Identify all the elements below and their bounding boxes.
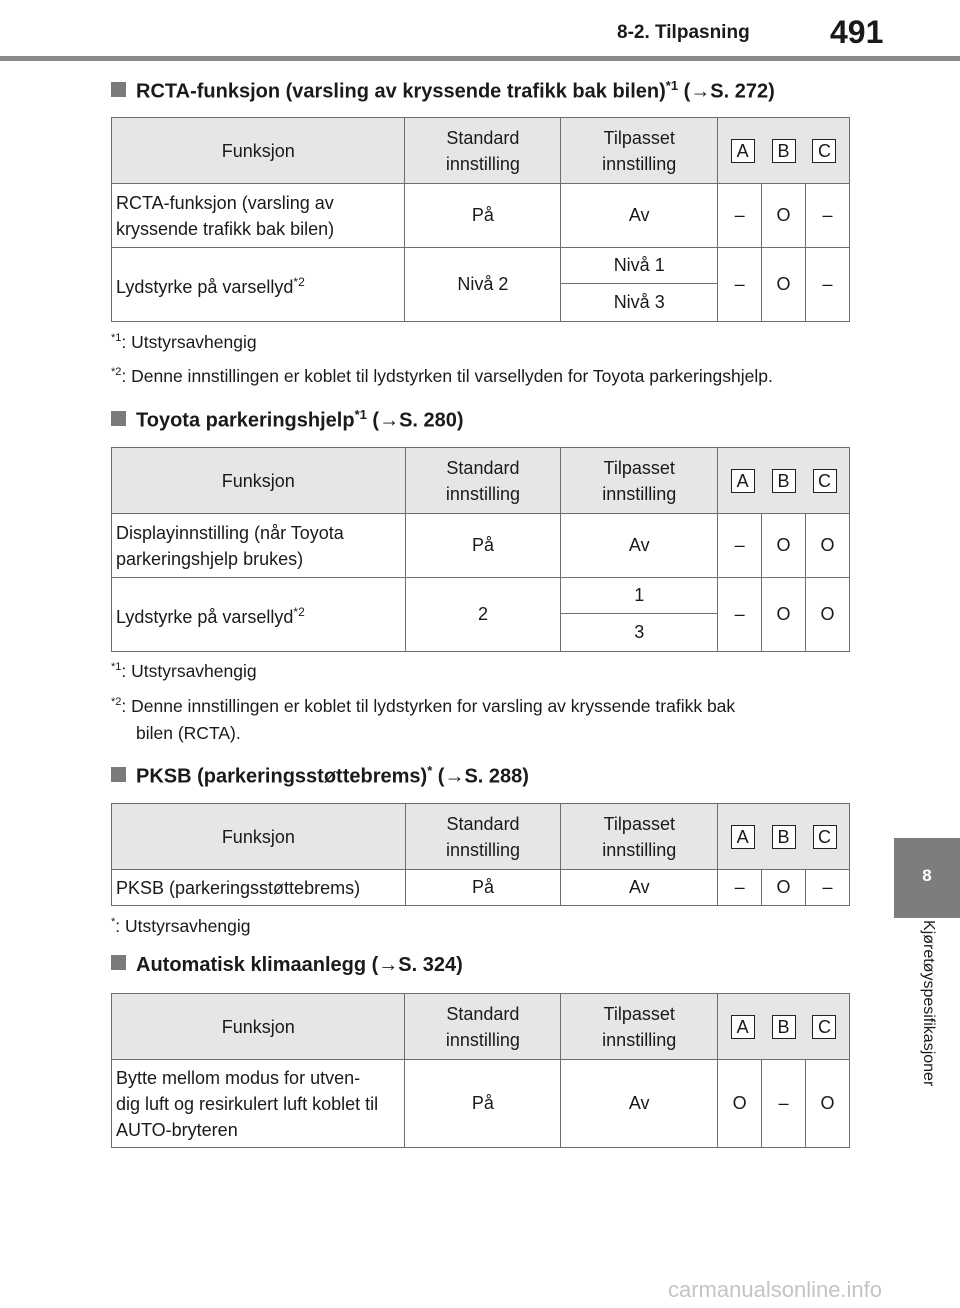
- cell-b: –: [762, 1060, 806, 1148]
- footnote: $^{*2}$: Denne innstillingen er koblet til lydstyrken for varsling av kryssende trafikk bak: [111, 696, 736, 716]
- col-header-abc: [718, 994, 850, 1060]
- chapter-number: 8: [922, 866, 932, 885]
- table-row: [112, 578, 850, 614]
- section-header: 8-2. Tilpasning: [617, 22, 750, 43]
- cell-custom: Av: [561, 1060, 718, 1148]
- page-number: 491: [830, 14, 884, 50]
- chapter-title: Kjøretøyspesifikasjoner: [920, 920, 937, 1087]
- col-header-abc: [718, 804, 850, 870]
- cell-function: Lydstyrke på varsellyd$^{*2}$: [112, 578, 406, 652]
- col-header-custom: Tilpasset innstilling: [561, 994, 718, 1060]
- table-row: [112, 184, 850, 248]
- col-header-function: Funksjon: [112, 994, 405, 1060]
- table-row: [112, 514, 850, 578]
- header-rule: [0, 56, 960, 61]
- cell-default: På: [405, 1060, 561, 1148]
- watermark: carmanualsonline.info: [668, 1277, 883, 1302]
- cell-c: –: [806, 184, 850, 248]
- cell-b: O: [762, 870, 806, 906]
- cell-function: Bytte mellom modus for utven- dig luft og resirkulert luft koblet til AUTO-bryteren: [112, 1060, 405, 1148]
- cell-c: O: [806, 578, 850, 652]
- cell-c: –: [806, 870, 850, 906]
- option-a-box: A: [731, 139, 755, 163]
- table-header-row: [112, 448, 850, 514]
- cell-custom: Av: [561, 870, 718, 906]
- cell-b: O: [762, 248, 806, 322]
- cell-a: –: [718, 514, 762, 578]
- col-header-default: Standard innstilling: [405, 118, 561, 184]
- cell-a: –: [718, 578, 762, 652]
- cell-custom: Nivå 1: [561, 248, 718, 284]
- footnote: *: Utstyrsavhengig: [111, 916, 251, 936]
- option-b-box: B: [772, 1015, 796, 1039]
- col-header-function: Funksjon: [112, 448, 406, 514]
- col-header-default: Standard innstilling: [405, 448, 561, 514]
- cell-function: Displayinnstilling (når Toyota parkeringshjelp brukes): [112, 514, 406, 578]
- cell-custom: 1: [561, 578, 718, 614]
- col-header-custom: Tilpasset innstilling: [561, 118, 718, 184]
- section-title-parking-aid: Toyota parkeringshjelp$^{*1}$ (→S. 280): [111, 407, 464, 433]
- option-b-box: B: [772, 825, 796, 849]
- cell-a: –: [718, 248, 762, 322]
- table-header-row: [112, 804, 850, 870]
- col-header-default: Standard innstilling: [405, 804, 561, 870]
- square-bullet-icon: [111, 767, 126, 782]
- cell-b: O: [762, 578, 806, 652]
- table-pksb: [111, 803, 850, 906]
- cell-default: På: [405, 184, 561, 248]
- cell-a: O: [718, 1060, 762, 1148]
- cell-default: På: [405, 514, 561, 578]
- cell-function: PKSB (parkeringsstøttebrems): [112, 870, 406, 906]
- option-b-box: B: [772, 139, 796, 163]
- cell-custom: Av: [561, 184, 718, 248]
- col-header-default: Standard innstilling: [405, 994, 561, 1060]
- cell-b: O: [762, 184, 806, 248]
- square-bullet-icon: [111, 411, 126, 426]
- cell-default: På: [405, 870, 561, 906]
- cell-c: O: [806, 514, 850, 578]
- col-header-custom: Tilpasset innstilling: [561, 804, 718, 870]
- cell-a: –: [718, 870, 762, 906]
- table-rcta: [111, 117, 850, 322]
- section-title-pksb: PKSB (parkeringsstøttebrems)* (→S. 288): [111, 763, 529, 789]
- option-c-box: C: [813, 825, 837, 849]
- cell-default: Nivå 2: [405, 248, 561, 322]
- cell-b: O: [762, 514, 806, 578]
- cell-function: Lydstyrke på varsellyd$^{*2}$: [112, 248, 405, 322]
- table-parking-aid: [111, 447, 850, 652]
- footnote: $^{*1}$: Utstyrsavhengig: [111, 332, 257, 352]
- square-bullet-icon: [111, 955, 126, 970]
- col-header-function: Funksjon: [112, 804, 406, 870]
- col-header-function: Funksjon: [112, 118, 405, 184]
- footnote: $^{*1}$: Utstyrsavhengig: [111, 661, 257, 681]
- option-a-box: A: [731, 825, 755, 849]
- table-row: [112, 1060, 850, 1148]
- table-row: [112, 248, 850, 284]
- option-c-box: C: [812, 139, 836, 163]
- cell-custom: Nivå 3: [561, 284, 718, 322]
- cell-function: RCTA-funksjon (varsling av kryssende trafikk bak bilen): [112, 184, 405, 248]
- table-climate: [111, 993, 850, 1148]
- col-header-custom: Tilpasset innstilling: [561, 448, 718, 514]
- chapter-tab: [894, 838, 960, 918]
- square-bullet-icon: [111, 82, 126, 97]
- option-a-box: A: [731, 469, 755, 493]
- option-a-box: A: [731, 1015, 755, 1039]
- table-header-row: [112, 118, 850, 184]
- cell-a: –: [718, 184, 762, 248]
- footnote-continuation: bilen (RCTA).: [136, 723, 241, 743]
- table-header-row: [112, 994, 850, 1060]
- cell-custom: Av: [561, 514, 718, 578]
- col-header-abc: [718, 118, 850, 184]
- option-b-box: B: [772, 469, 796, 493]
- cell-default: 2: [405, 578, 561, 652]
- col-header-abc: [718, 448, 850, 514]
- option-c-box: C: [812, 1015, 836, 1039]
- cell-c: O: [806, 1060, 850, 1148]
- cell-custom: 3: [561, 614, 718, 652]
- footnote: $^{*2}$: Denne innstillingen er koblet til lydstyrken til varsellyden for Toyota parkeringshjelp.: [111, 366, 773, 386]
- table-row: [112, 870, 850, 906]
- cell-c: –: [806, 248, 850, 322]
- option-c-box: C: [813, 469, 837, 493]
- section-title-climate: Automatisk klimaanlegg (→S. 324): [111, 954, 463, 977]
- section-title-rcta: RCTA-funksjon (varsling av kryssende trafikk bak bilen)$^{*1}$ (→S. 272): [111, 78, 775, 104]
